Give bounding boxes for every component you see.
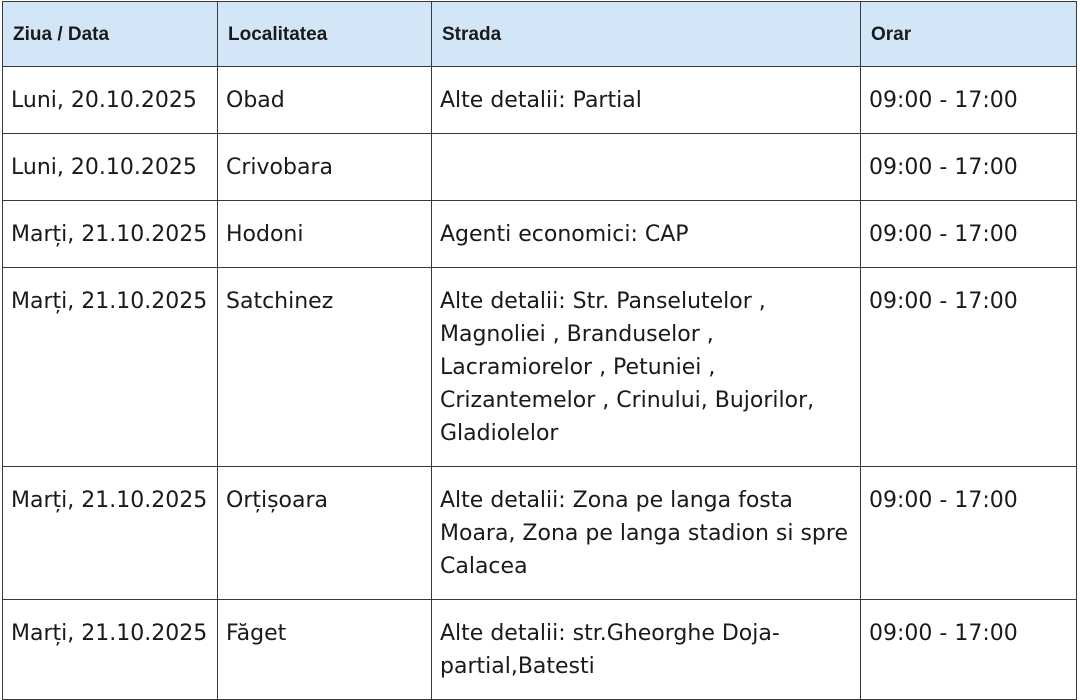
cell-locality: Satchinez [218, 268, 432, 467]
cell-street: Alte detalii: Partial [432, 67, 861, 134]
cell-date: Marți, 21.10.2025 [3, 268, 218, 467]
cell-date: Marți, 21.10.2025 [3, 201, 218, 268]
cell-street: Alte detalii: Str. Panselutelor , Magnoliei , Branduselor , Lacramiorelor , Petuniei , Crizantemelor , Crinului, Bujorilor, Gladiolelor [432, 268, 861, 467]
cell-locality: Făget [218, 600, 432, 700]
header-locality: Localitatea [218, 2, 432, 67]
table-row [3, 201, 1077, 268]
table-header [3, 2, 1077, 67]
cell-hours: 09:00 - 17:00 [861, 467, 1077, 600]
cell-street [432, 134, 861, 201]
cell-locality: Obad [218, 67, 432, 134]
cell-locality: Orțișoara [218, 467, 432, 600]
table-row [3, 467, 1077, 600]
cell-hours: 09:00 - 17:00 [861, 600, 1077, 700]
cell-street: Alte detalii: str.Gheorghe Doja-partial,Batesti [432, 600, 861, 700]
cell-hours: 09:00 - 17:00 [861, 268, 1077, 467]
cell-date: Marți, 21.10.2025 [3, 467, 218, 600]
cell-date: Luni, 20.10.2025 [3, 67, 218, 134]
table-row [3, 67, 1077, 134]
header-street: Strada [432, 2, 861, 67]
cell-locality: Hodoni [218, 201, 432, 268]
cell-date: Marți, 21.10.2025 [3, 600, 218, 700]
cell-street: Agenti economici: CAP [432, 201, 861, 268]
table-row [3, 268, 1077, 467]
cell-hours: 09:00 - 17:00 [861, 67, 1077, 134]
cell-locality: Crivobara [218, 134, 432, 201]
header-hours: Orar [861, 2, 1077, 67]
table-row [3, 600, 1077, 700]
header-row [3, 2, 1077, 67]
header-date: Ziua / Data [3, 2, 218, 67]
cell-date: Luni, 20.10.2025 [3, 134, 218, 201]
cell-hours: 09:00 - 17:00 [861, 201, 1077, 268]
cell-hours: 09:00 - 17:00 [861, 134, 1077, 201]
outage-schedule-table [2, 1, 1077, 700]
table-row [3, 134, 1077, 201]
table-body [3, 67, 1077, 700]
cell-street: Alte detalii: Zona pe langa fosta Moara, Zona pe langa stadion si spre Calacea [432, 467, 861, 600]
